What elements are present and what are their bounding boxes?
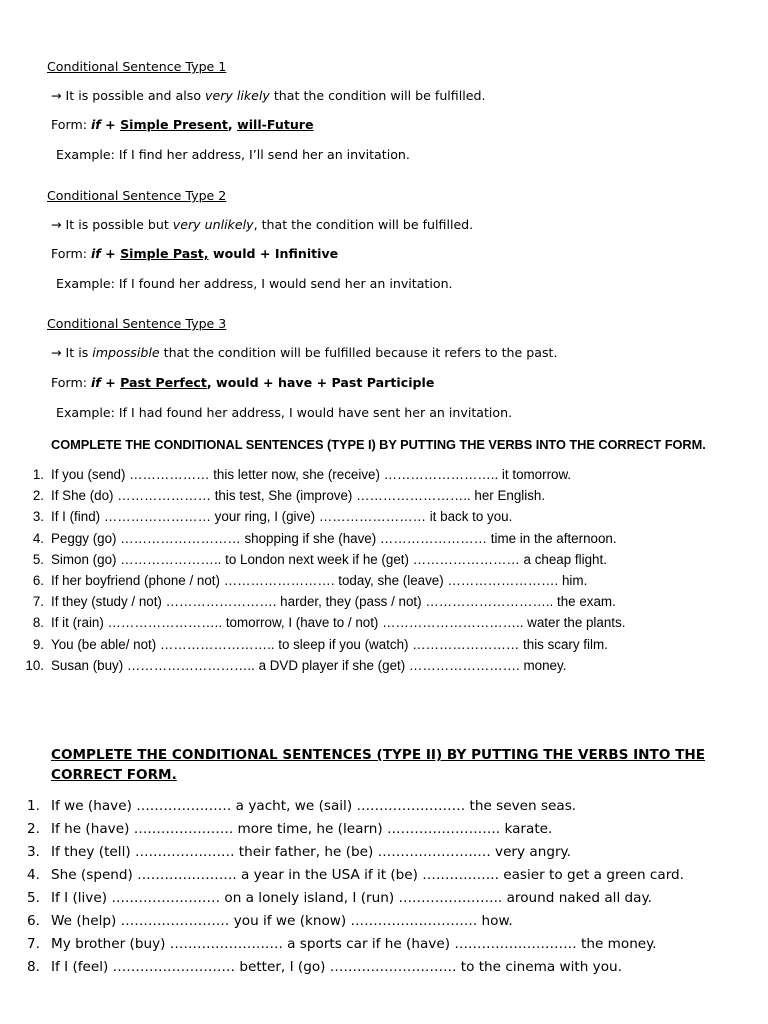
item-number: 5.	[27, 890, 40, 906]
item-number: 8.	[27, 959, 40, 975]
type1-desc-emphasis: very likely	[205, 88, 270, 103]
item-text: My brother (buy) ……………………. a sports car if he (have) ……………………… the money.	[51, 936, 657, 952]
type1-form-tense: Simple Present	[120, 117, 228, 132]
type3-desc-start: → It is	[51, 345, 93, 360]
type3-form-main: , would + have + Past Participle	[206, 375, 435, 390]
type1-form	[51, 117, 314, 132]
type3-desc-end: that the condition will be fulfilled because it refers to the past.	[159, 345, 558, 360]
item-number: 7.	[27, 936, 40, 952]
type2-form-main: would + Infinitive	[208, 246, 339, 261]
item-text: Peggy (go) ……………………… shopping if she (have) …………………… time in the afternoon.	[51, 530, 617, 546]
item-text: If She (do) ………………… this test, She (improve) …………………….. her English.	[51, 488, 546, 504]
item-number: 4.	[32, 530, 44, 546]
item-text: If they (study / not) ……………………. harder, they (pass / not) ……………………….. the exam.	[51, 594, 616, 610]
item-number: 10.	[25, 657, 44, 673]
type1-title: Conditional Sentence Type 1	[47, 59, 227, 74]
type2-form-label: Form:	[51, 246, 91, 261]
type2-desc-end: , that the condition will be fulfilled.	[253, 217, 474, 232]
type1-form-label: Form:	[51, 117, 91, 132]
item-number: 8.	[32, 615, 44, 631]
type1-description	[51, 88, 485, 103]
type2-desc-start: → It is possible but	[51, 217, 173, 232]
type3-form-label: Form:	[51, 375, 91, 390]
type2-form	[51, 246, 338, 261]
type2-example: Example: If I found her address, I would send her an invitation.	[56, 276, 453, 291]
type2-desc-emphasis: very unlikely	[172, 217, 254, 232]
type1-example: Example: If I find her address, I’ll send her an invitation.	[56, 147, 410, 162]
exercise1-heading: COMPLETE THE CONDITIONAL SENTENCES (TYPE I) BY PUTTING THE VERBS INTO THE CORRECT FORM.	[51, 437, 706, 452]
item-text: If we (have) ………………… a yacht, we (sail) …………………… the seven seas.	[51, 798, 577, 814]
type3-form-plus: +	[100, 375, 121, 390]
type1-form-main: will-Future	[237, 117, 314, 132]
type3-description	[51, 345, 557, 360]
item-number: 1.	[27, 798, 40, 814]
item-text: She (spend) …………………. a year in the USA if it (be) …………….. easier to get a green card.	[51, 867, 685, 883]
item-number: 4.	[27, 867, 40, 883]
type1-desc-start: → It is possible and also	[51, 88, 206, 103]
type1-form-plus: +	[100, 117, 121, 132]
item-text: Susan (buy) ……………………….. a DVD player if she (get) ……………………. money.	[51, 657, 567, 673]
type2-title: Conditional Sentence Type 2	[47, 188, 227, 203]
item-number: 9.	[32, 636, 44, 652]
item-text: We (help) …………………… you if we (know) ………………………. how.	[51, 913, 513, 929]
item-text: You (be able/ not) …………………….. to sleep if you (watch) …………………… this scary film.	[51, 636, 608, 652]
item-number: 6.	[27, 913, 40, 929]
type2-description	[51, 217, 473, 232]
item-number: 2.	[32, 488, 44, 504]
item-number: 3.	[32, 509, 44, 525]
item-number: 5.	[32, 551, 44, 567]
exercise2-heading: COMPLETE THE CONDITIONAL SENTENCES (TYPE II) BY PUTTING THE VERBS INTO THE CORRECT FORM.	[51, 747, 706, 783]
item-text: If it (rain) …………………….. tomorrow, I (have to / not) ………………………….. water the plants.	[51, 615, 626, 631]
item-text: If I (feel) ……………………… better, I (go) ………………………. to the cinema with you.	[51, 959, 622, 975]
type3-desc-emphasis: impossible	[92, 345, 160, 360]
type2-form-if: if	[90, 246, 101, 261]
type1-form-sep: ,	[227, 117, 238, 132]
item-number: 6.	[32, 572, 44, 588]
item-text: Simon (go) ………………….. to London next week if he (get) …………………… a cheap flight.	[51, 551, 607, 567]
type3-form-if: if	[90, 375, 101, 390]
item-text: If they (tell) …………………. their father, he (be) ……………………. very angry.	[51, 844, 571, 860]
type2-form-plus: +	[100, 246, 121, 261]
item-number: 7.	[32, 594, 44, 610]
type3-form	[51, 375, 434, 390]
item-text: If he (have) …………………. more time, he (learn) ……………………. karate.	[51, 821, 553, 837]
type3-example: Example: If I had found her address, I would have sent her an invitation.	[56, 405, 513, 420]
type3-title: Conditional Sentence Type 3	[47, 316, 227, 331]
item-text: If her boyfriend (phone / not) ……………………. today, she (leave) ……………………. him.	[51, 572, 588, 588]
item-text: If I (find) …………………… your ring, I (give) …………………… it back to you.	[51, 509, 513, 525]
item-number: 3.	[27, 844, 40, 860]
item-text: If I (live) …………………… on a lonely island, I (run) ………………….. around naked all day.	[51, 890, 652, 906]
item-number: 2.	[27, 821, 40, 837]
item-text: If you (send) ……………… this letter now, she (receive) …………………….. it tomorrow.	[51, 467, 572, 482]
type3-form-tense: Past Perfect	[120, 375, 207, 390]
type2-form-tense: Simple Past,	[120, 246, 209, 261]
type1-form-if: if	[90, 117, 101, 132]
item-number: 1.	[32, 467, 44, 482]
type1-desc-end: that the condition will be fulfilled.	[269, 88, 486, 103]
